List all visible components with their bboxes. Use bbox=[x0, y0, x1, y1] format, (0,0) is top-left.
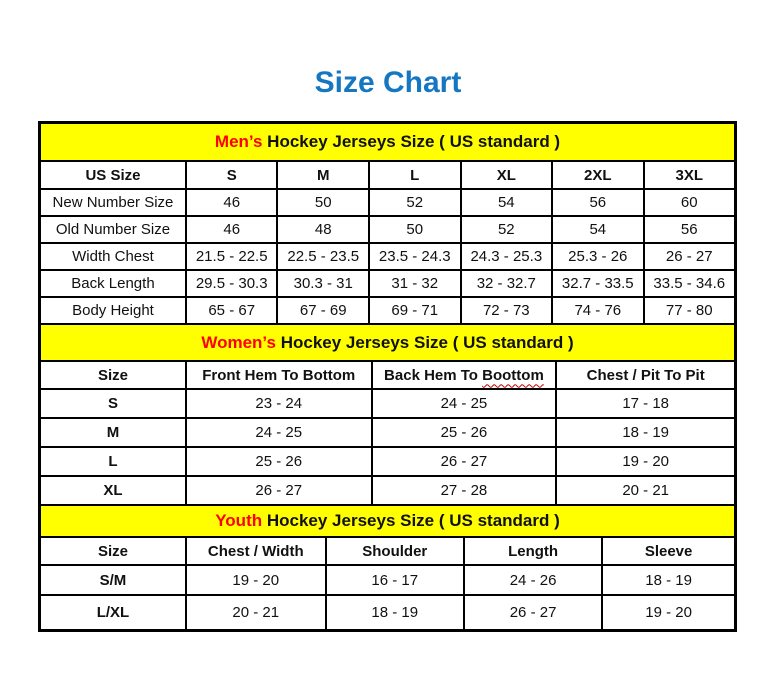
table-cell: 26 - 27 bbox=[372, 447, 557, 476]
table-cell: 33.5 - 34.6 bbox=[644, 270, 735, 297]
table-cell: 16 - 17 bbox=[326, 565, 464, 595]
row-label: Back Length bbox=[40, 270, 186, 297]
table-cell: 19 - 20 bbox=[186, 565, 326, 595]
table-cell: 69 - 71 bbox=[369, 297, 461, 324]
column-header: Chest / Pit To Pit bbox=[556, 361, 735, 389]
column-header: S bbox=[186, 161, 278, 189]
table-row bbox=[40, 447, 735, 476]
table-cell: 50 bbox=[277, 189, 369, 216]
table-row bbox=[40, 270, 735, 297]
womens-band-title bbox=[40, 324, 735, 361]
table-row bbox=[40, 297, 735, 324]
table-row bbox=[40, 418, 735, 447]
womens-size-table bbox=[39, 323, 736, 506]
table-cell: 74 - 76 bbox=[552, 297, 643, 324]
table-cell: 29.5 - 30.3 bbox=[186, 270, 278, 297]
table-cell: 24.3 - 25.3 bbox=[461, 243, 553, 270]
column-header: US Size bbox=[40, 161, 186, 189]
column-header: Chest / Width bbox=[186, 537, 326, 565]
youth-size-table bbox=[39, 504, 736, 631]
youth-section-band bbox=[40, 505, 735, 537]
table-cell: 60 bbox=[644, 189, 735, 216]
table-cell: 22.5 - 23.5 bbox=[277, 243, 369, 270]
row-label: Body Height bbox=[40, 297, 186, 324]
table-cell: 18 - 19 bbox=[602, 565, 735, 595]
table-cell: 48 bbox=[277, 216, 369, 243]
row-label: Width Chest bbox=[40, 243, 186, 270]
mens-size-table bbox=[39, 122, 736, 325]
row-label: S/M bbox=[40, 565, 186, 595]
mens-band-title bbox=[40, 123, 735, 161]
page-title: Size Chart bbox=[314, 66, 462, 99]
misspelled-word: Boottom bbox=[482, 366, 544, 384]
table-row bbox=[40, 189, 735, 216]
youth-header-row bbox=[40, 537, 735, 565]
table-cell: 54 bbox=[461, 189, 553, 216]
table-cell: 31 - 32 bbox=[369, 270, 461, 297]
back-hem-prefix: Back Hem To bbox=[384, 366, 483, 384]
womens-header-row bbox=[40, 361, 735, 389]
table-cell: 25.3 - 26 bbox=[552, 243, 643, 270]
table-cell: 18 - 19 bbox=[326, 595, 464, 630]
table-cell: 17 - 18 bbox=[556, 389, 735, 418]
table-cell: 19 - 20 bbox=[602, 595, 735, 630]
table-cell: 24 - 25 bbox=[372, 389, 557, 418]
table-cell: 26 - 27 bbox=[464, 595, 602, 630]
column-header: Length bbox=[464, 537, 602, 565]
row-label: S bbox=[40, 389, 186, 418]
table-cell: 52 bbox=[461, 216, 553, 243]
column-header: M bbox=[277, 161, 369, 189]
table-cell: 25 - 26 bbox=[186, 447, 372, 476]
size-chart-frame bbox=[38, 121, 737, 632]
table-cell: 23 - 24 bbox=[186, 389, 372, 418]
mens-header-row bbox=[40, 161, 735, 189]
table-cell: 56 bbox=[552, 189, 643, 216]
table-cell: 21.5 - 22.5 bbox=[186, 243, 278, 270]
table-cell: 23.5 - 24.3 bbox=[369, 243, 461, 270]
table-row bbox=[40, 216, 735, 243]
table-row bbox=[40, 476, 735, 505]
table-cell: 77 - 80 bbox=[644, 297, 735, 324]
table-cell: 56 bbox=[644, 216, 735, 243]
column-header: Size bbox=[40, 537, 186, 565]
column-header: Front Hem To Bottom bbox=[186, 361, 372, 389]
table-cell: 27 - 28 bbox=[372, 476, 557, 505]
youth-band-title bbox=[40, 505, 735, 537]
table-cell: 46 bbox=[186, 216, 278, 243]
table-cell: 20 - 21 bbox=[186, 595, 326, 630]
youth-band-rest: Hockey Jerseys Size ( US standard ) bbox=[262, 511, 560, 530]
table-cell: 24 - 26 bbox=[464, 565, 602, 595]
womens-section-band bbox=[40, 324, 735, 361]
table-cell: 26 - 27 bbox=[186, 476, 372, 505]
table-cell: 26 - 27 bbox=[644, 243, 735, 270]
table-cell: 24 - 25 bbox=[186, 418, 372, 447]
mens-band-rest: Hockey Jerseys Size ( US standard ) bbox=[262, 132, 561, 151]
row-label: L bbox=[40, 447, 186, 476]
row-label: Old Number Size bbox=[40, 216, 186, 243]
table-cell: 32.7 - 33.5 bbox=[552, 270, 643, 297]
youth-band-highlight: Youth bbox=[215, 511, 263, 530]
table-cell: 46 bbox=[186, 189, 278, 216]
table-row bbox=[40, 595, 735, 630]
womens-band-highlight: Women’s bbox=[201, 332, 276, 352]
table-cell: 65 - 67 bbox=[186, 297, 278, 324]
table-cell: 50 bbox=[369, 216, 461, 243]
column-header: L bbox=[369, 161, 461, 189]
table-row bbox=[40, 243, 735, 270]
table-cell: 19 - 20 bbox=[556, 447, 735, 476]
mens-band-highlight: Men’s bbox=[214, 132, 263, 151]
mens-section-band bbox=[40, 123, 735, 161]
table-cell: 52 bbox=[369, 189, 461, 216]
column-header-back-hem bbox=[372, 361, 557, 389]
row-label: L/XL bbox=[40, 595, 186, 630]
table-row bbox=[40, 565, 735, 595]
column-header: 3XL bbox=[644, 161, 735, 189]
womens-band-rest: Hockey Jerseys Size ( US standard ) bbox=[275, 332, 574, 352]
table-cell: 18 - 19 bbox=[556, 418, 735, 447]
table-cell: 32 - 32.7 bbox=[461, 270, 553, 297]
table-cell: 67 - 69 bbox=[277, 297, 369, 324]
column-header: XL bbox=[461, 161, 553, 189]
column-header: 2XL bbox=[552, 161, 643, 189]
table-cell: 72 - 73 bbox=[461, 297, 553, 324]
column-header: Size bbox=[40, 361, 186, 389]
table-cell: 54 bbox=[552, 216, 643, 243]
column-header: Sleeve bbox=[602, 537, 735, 565]
column-header: Shoulder bbox=[326, 537, 464, 565]
row-label: M bbox=[40, 418, 186, 447]
table-cell: 20 - 21 bbox=[556, 476, 735, 505]
table-cell: 30.3 - 31 bbox=[277, 270, 369, 297]
row-label: New Number Size bbox=[40, 189, 186, 216]
table-cell: 25 - 26 bbox=[372, 418, 557, 447]
row-label: XL bbox=[40, 476, 186, 505]
table-row bbox=[40, 389, 735, 418]
